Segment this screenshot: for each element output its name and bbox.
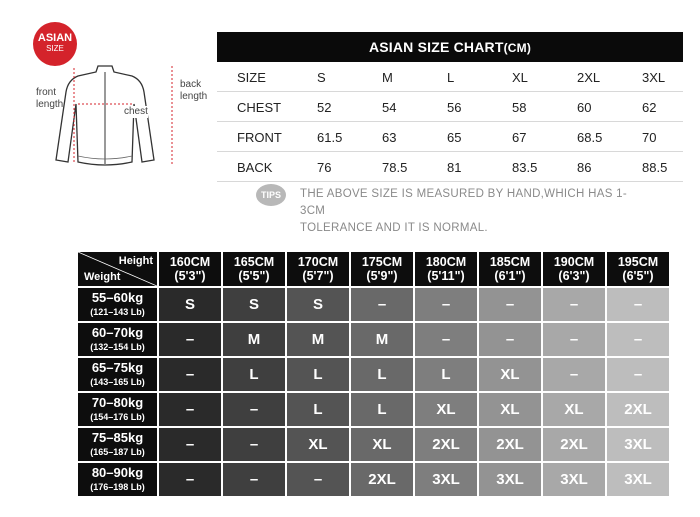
height-cm: 185CM (489, 255, 531, 269)
height-ft: (5'5") (238, 269, 270, 283)
corner-weight-label: Weight (84, 271, 121, 283)
front-length-line1: front (36, 87, 57, 98)
size-cell: – (543, 358, 605, 391)
height-ft: (5'3") (174, 269, 206, 283)
height-cm: 195CM (617, 255, 659, 269)
size-cell: 2XL (351, 463, 413, 496)
size-cell: L (351, 358, 413, 391)
weight-lb: (176–198 Lb) (90, 481, 145, 492)
tips-text (300, 186, 630, 237)
asian-row-cell: L (447, 70, 455, 85)
corner-height-label: Height (118, 255, 153, 267)
weight-row (78, 358, 669, 391)
size-cell: 3XL (415, 463, 477, 496)
weight-row (78, 463, 669, 496)
asian-row-cell: 62 (642, 100, 657, 115)
size-cell: XL (287, 428, 349, 461)
height-cm: 180CM (425, 255, 467, 269)
weight-row-header (78, 428, 157, 461)
height-column-header (607, 252, 669, 286)
asian-row-label: CHEST (237, 100, 282, 115)
back-length-line2: length (180, 91, 208, 102)
asian-row-cell: 76 (317, 160, 332, 175)
asian-chart-row (217, 122, 683, 152)
asian-row-cell: 3XL (642, 70, 666, 85)
asian-row-cell: 2XL (577, 70, 601, 85)
height-column-header (543, 252, 605, 286)
asian-row-cell: 67 (512, 130, 527, 145)
size-cell: – (543, 323, 605, 356)
asian-row-label: SIZE (237, 70, 266, 85)
size-cell: XL (479, 358, 541, 391)
size-cell: – (543, 288, 605, 321)
asian-chart-row (217, 92, 683, 122)
height-column-header (351, 252, 413, 286)
asian-chart-title-text: ASIAN SIZE CHART (368, 39, 504, 55)
weight-lb: (121–143 Lb) (90, 306, 145, 317)
asian-row-cell: 83.5 (512, 160, 538, 175)
asian-row-cell: 81 (447, 160, 462, 175)
size-cell: – (607, 358, 669, 391)
weight-lb: (132–154 Lb) (90, 341, 145, 352)
weight-lb: (143–165 Lb) (90, 376, 145, 387)
jacket-diagram-icon (30, 62, 180, 174)
weight-kg: 60–70kg (91, 324, 144, 340)
asian-row-cell: 65 (447, 130, 462, 145)
asian-row-cell: 78.5 (382, 160, 408, 175)
size-cell: – (159, 323, 221, 356)
tips-line1: THE ABOVE SIZE IS MEASURED BY HAND,WHICH HAS 1-3CM (300, 188, 628, 217)
size-cell: – (415, 288, 477, 321)
size-cell: – (159, 393, 221, 426)
size-cell: 3XL (479, 463, 541, 496)
asian-row-cell: 86 (577, 160, 592, 175)
size-cell: – (159, 428, 221, 461)
size-cell: 3XL (543, 463, 605, 496)
weight-kg: 80–90kg (91, 464, 144, 480)
asian-row-cell: M (382, 70, 393, 85)
height-cm: 175CM (361, 255, 403, 269)
size-cell: – (159, 463, 221, 496)
size-cell: S (159, 288, 221, 321)
weight-row-header (78, 323, 157, 356)
size-cell: M (223, 323, 285, 356)
weight-lb: (165–187 Lb) (90, 446, 145, 457)
size-cell: XL (543, 393, 605, 426)
height-cm: 165CM (233, 255, 275, 269)
asian-row-cell: 58 (512, 100, 527, 115)
back-length-label (180, 79, 207, 103)
chest-label: chest (124, 106, 148, 117)
asian-row-label: FRONT (237, 130, 282, 145)
front-length-line2: length (36, 99, 64, 110)
asian-row-cell: 61.5 (317, 130, 343, 145)
asian-row-cell: 54 (382, 100, 397, 115)
size-cell: – (223, 463, 285, 496)
size-cell: – (415, 323, 477, 356)
asian-row-cell: 68.5 (577, 130, 603, 145)
size-cell: 2XL (543, 428, 605, 461)
size-cell: 3XL (607, 463, 669, 496)
badge-line1: ASIAN (37, 32, 73, 44)
size-cell: XL (415, 393, 477, 426)
size-cell: S (223, 288, 285, 321)
weight-row (78, 323, 669, 356)
asian-row-cell: 88.5 (642, 160, 668, 175)
size-cell: – (607, 288, 669, 321)
size-cell: – (607, 323, 669, 356)
height-cm: 190CM (553, 255, 595, 269)
size-cell: 3XL (607, 428, 669, 461)
asian-row-cell: XL (512, 70, 528, 85)
weight-lb: (154–176 Lb) (90, 411, 145, 422)
height-cm: 160CM (169, 255, 211, 269)
asian-size-chart (217, 32, 683, 182)
size-cell: 2XL (607, 393, 669, 426)
height-ft: (6'3") (558, 269, 590, 283)
asian-row-cell: 63 (382, 130, 397, 145)
weight-kg: 65–75kg (91, 359, 144, 375)
asian-row-label: BACK (237, 160, 273, 175)
size-cell: XL (479, 393, 541, 426)
asian-row-cell: 60 (577, 100, 592, 115)
height-column-header (287, 252, 349, 286)
size-cell: 2XL (415, 428, 477, 461)
size-cell: L (223, 358, 285, 391)
asian-row-cell: S (317, 70, 326, 85)
height-ft: (6'1") (494, 269, 526, 283)
tips-icon: TIPS (256, 184, 286, 206)
weight-row-header (78, 358, 157, 391)
size-cell: S (287, 288, 349, 321)
weight-row (78, 288, 669, 321)
asian-chart-unit: (CM) (503, 41, 532, 55)
size-cell: M (287, 323, 349, 356)
size-cell: L (287, 358, 349, 391)
weight-kg: 75–85kg (91, 429, 144, 445)
asian-chart-row (217, 152, 683, 182)
height-ft: (5'11") (427, 269, 465, 283)
fit-table-corner (78, 252, 157, 286)
height-ft: (5'9") (366, 269, 398, 283)
tips-line2: TOLERANCE AND IT IS NORMAL. (300, 222, 488, 234)
asian-chart-title (217, 32, 683, 62)
weight-row-header (78, 288, 157, 321)
size-cell: – (223, 428, 285, 461)
height-column-header (159, 252, 221, 286)
front-length-label (36, 87, 63, 111)
height-cm: 170CM (297, 255, 339, 269)
height-weight-fit-table (76, 250, 671, 498)
weight-row (78, 428, 669, 461)
height-column-header (479, 252, 541, 286)
weight-kg: 55–60kg (91, 289, 144, 305)
height-column-header (223, 252, 285, 286)
asian-row-cell: 52 (317, 100, 332, 115)
height-ft: (5'7") (302, 269, 334, 283)
height-ft: (6'5") (622, 269, 654, 283)
asian-chart-row (217, 62, 683, 92)
weight-row (78, 393, 669, 426)
size-cell: – (351, 288, 413, 321)
weight-row-header (78, 463, 157, 496)
back-length-line1: back (180, 79, 202, 90)
asian-row-cell: 56 (447, 100, 462, 115)
size-cell: – (223, 393, 285, 426)
weight-kg: 70–80kg (91, 394, 144, 410)
size-cell: – (287, 463, 349, 496)
size-cell: 2XL (479, 428, 541, 461)
asian-row-cell: 70 (642, 130, 657, 145)
height-column-header (415, 252, 477, 286)
size-cell: L (351, 393, 413, 426)
size-cell: M (351, 323, 413, 356)
badge-line2: SIZE (46, 44, 64, 53)
weight-row-header (78, 393, 157, 426)
size-cell: L (287, 393, 349, 426)
asian-size-badge (33, 22, 77, 66)
size-cell: XL (351, 428, 413, 461)
size-cell: L (415, 358, 477, 391)
size-cell: – (479, 323, 541, 356)
size-cell: – (479, 288, 541, 321)
size-cell: – (159, 358, 221, 391)
